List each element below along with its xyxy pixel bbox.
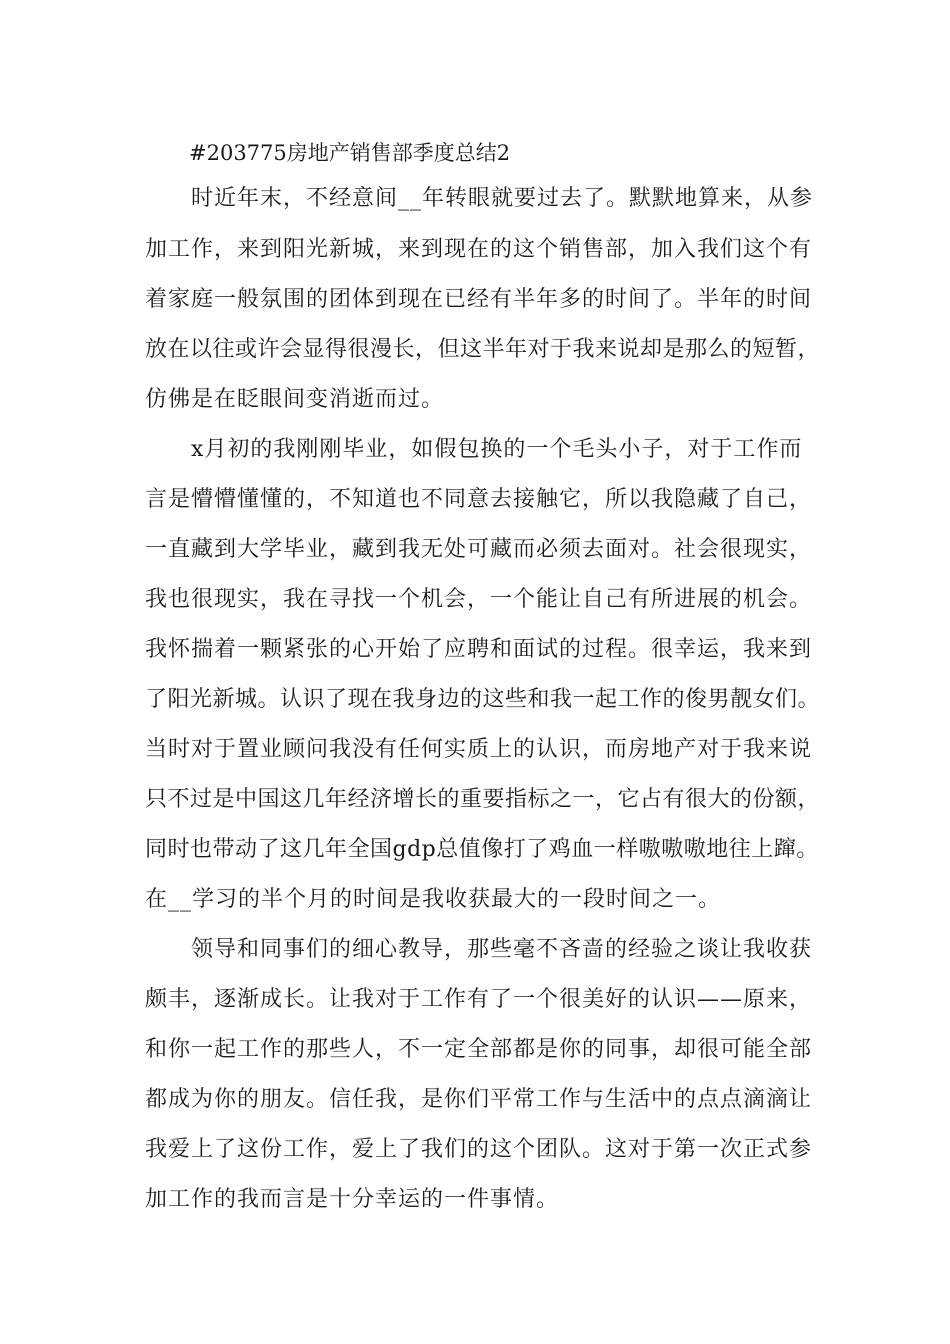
paragraph-line: 加工作，来到阳光新城，来到现在的这个销售部，加入我们这个有 <box>145 237 813 262</box>
paragraph-line: 加工作的我而言是十分幸运的一件事情。 <box>145 1187 560 1212</box>
paragraph-line: 我也很现实，我在寻找一个机会，一个能让自己有所进展的机会。 <box>145 587 813 612</box>
paragraph-line: 我怀揣着一颗紧张的心开始了应聘和面试的过程。很幸运，我来到 <box>145 637 813 662</box>
paragraph-line: 仿佛是在眨眼间变消逝而过。 <box>145 387 445 412</box>
paragraph-line: 言是懵懵懂懂的，不知道也不同意去接触它，所以我隐藏了自己， <box>145 487 813 512</box>
paragraph-line: 我爱上了这份工作，爱上了我们的这个团队。这对于第一次正式参 <box>145 1137 813 1162</box>
paragraph-line: 领导和同事们的细心教导，那些毫不吝啬的经验之谈让我收获 <box>191 937 813 962</box>
paragraph-line: 只不过是中国这几年经济增长的重要指标之一，它占有很大的份额， <box>145 787 821 812</box>
paragraph-line: 了阳光新城。认识了现在我身边的这些和我一起工作的俊男靓女们。 <box>145 687 821 712</box>
paragraph-line: 一直藏到大学毕业，藏到我无处可藏而必须去面对。社会很现实， <box>145 537 813 562</box>
paragraph-line: 颇丰，逐渐成长。让我对于工作有了一个很美好的认识——原来， <box>145 987 813 1012</box>
paragraph-line: 着家庭一般氛围的团体到现在已经有半年多的时间了。半年的时间 <box>145 287 813 312</box>
paragraph-line: 在__学习的半个月的时间是我收获最大的一段时间之一。 <box>145 887 722 912</box>
paragraph-line: 时近年末，不经意间__年转眼就要过去了。默默地算来，从参 <box>191 186 814 211</box>
document-title: #203775房地产销售部季度总结2 <box>189 141 511 165</box>
paragraph-line: 放在以往或许会显得很漫长，但这半年对于我来说却是那么的短暂， <box>145 337 821 362</box>
paragraph-line: 和你一起工作的那些人，不一定全部都是你的同事，却很可能全部 <box>145 1037 813 1062</box>
paragraph-line: 都成为你的朋友。信任我，是你们平常工作与生活中的点点滴滴让 <box>145 1087 813 1112</box>
paragraph-line: x月初的我刚刚毕业，如假包换的一个毛头小子，对于工作而 <box>191 437 803 462</box>
paragraph-line: 同时也带动了这几年全国gdp总值像打了鸡血一样嗷嗷嗷地往上蹿。 <box>145 837 819 862</box>
paragraph-line: 当时对于置业顾问我没有任何实质上的认识，而房地产对于我来说 <box>145 737 813 762</box>
